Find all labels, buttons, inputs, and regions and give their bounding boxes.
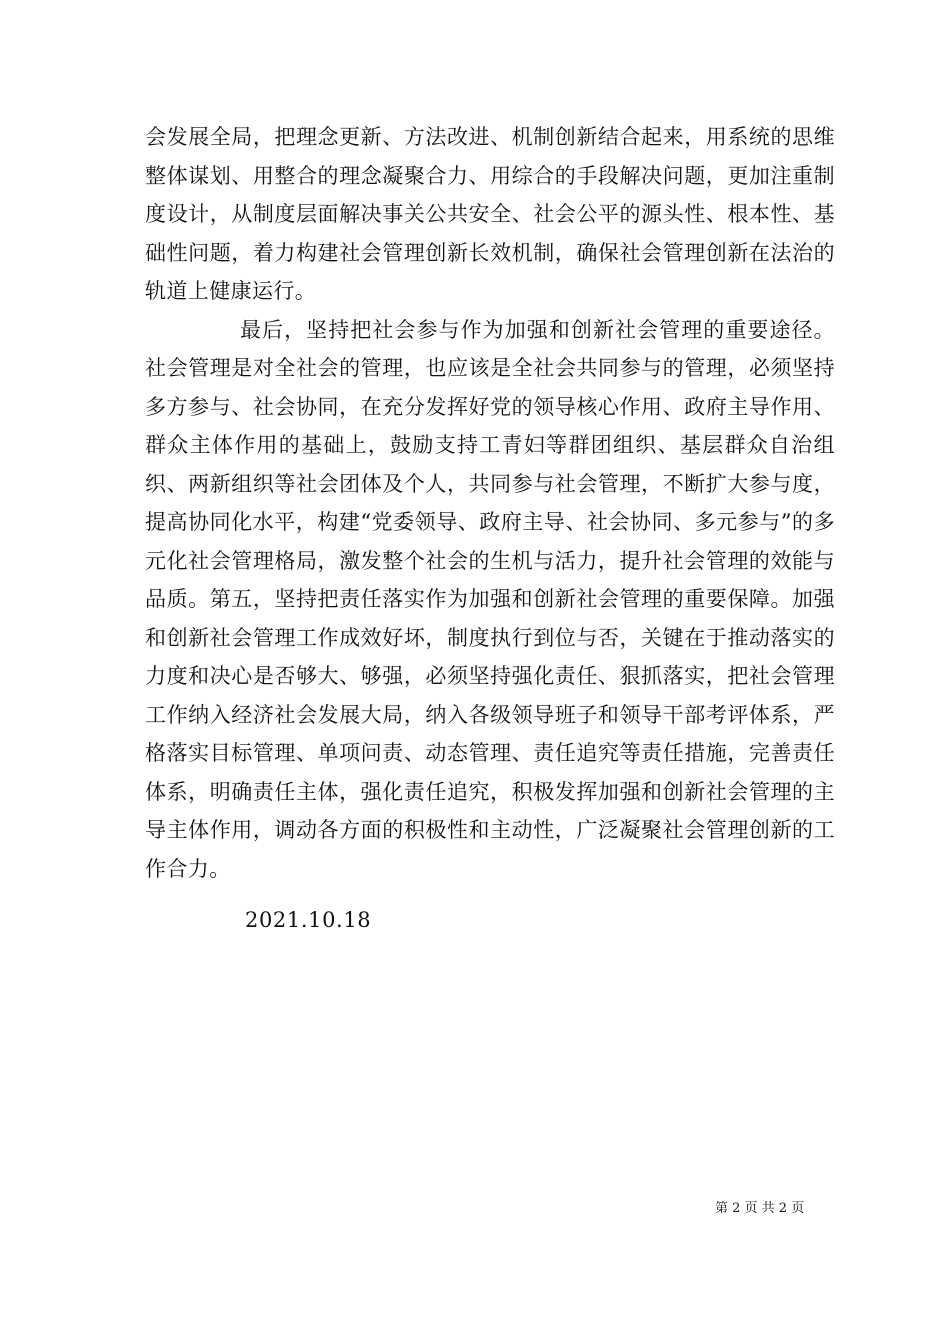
document-body [145,118,835,888]
paragraph-final-point: 最后，坚持把社会参与作为加强和创新社会管理的重要途径。社会管理是对全社会的管理，也应该是全社会共同参与的管理，必须坚持多方参与、社会协同，在充分发挥好党的领导核心作用、政府主导作用、群众主体作用的基础上，鼓励支持工青妇等群团组织、基层群众自治组织、两新组织等社会团体及个人，共同参与社会管理，不断扩大参与度，提高协同化水平，构建“党委领导、政府主导、社会协同、多元参与”的多元化社会管理格局，激发整个社会的生机与活力，提升社会管理的效能与品质。第五，坚持把责任落实作为加强和创新社会管理的重要保障。加强和创新社会管理工作成效好坏，制度执行到位与否，关键在于推动落实的力度和决心是否够大、够强，必须坚持强化责任、狠抓落实，把社会管理工作纳入经济社会发展大局，纳入各级领导班子和领导干部考评体系，严格落实目标管理、单项问责、动态管理、责任追究等责任措施，完善责任体系，明确责任主体，强化责任追究，积极发挥加强和创新社会管理的主导主体作用，调动各方面的积极性和主动性，广泛凝聚社会管理创新的工作合力。 [145,317,835,881]
paragraph-continuation: 会发展全局，把理念更新、方法改进、机制创新结合起来，用系统的思维整体谋划、用整合的理念凝聚合力、用综合的手段解决问题，更加注重制度设计，从制度层面解决事关公共安全、社会公平的源头性、根本性、基础性问题，着力构建社会管理创新长效机制，确保社会管理创新在法治的轨道上健康运行。 [145,125,835,303]
page-number-footer: 第 2 页 共 2 页 [715,1201,805,1216]
document-date: 2021.10.18 [245,908,372,932]
